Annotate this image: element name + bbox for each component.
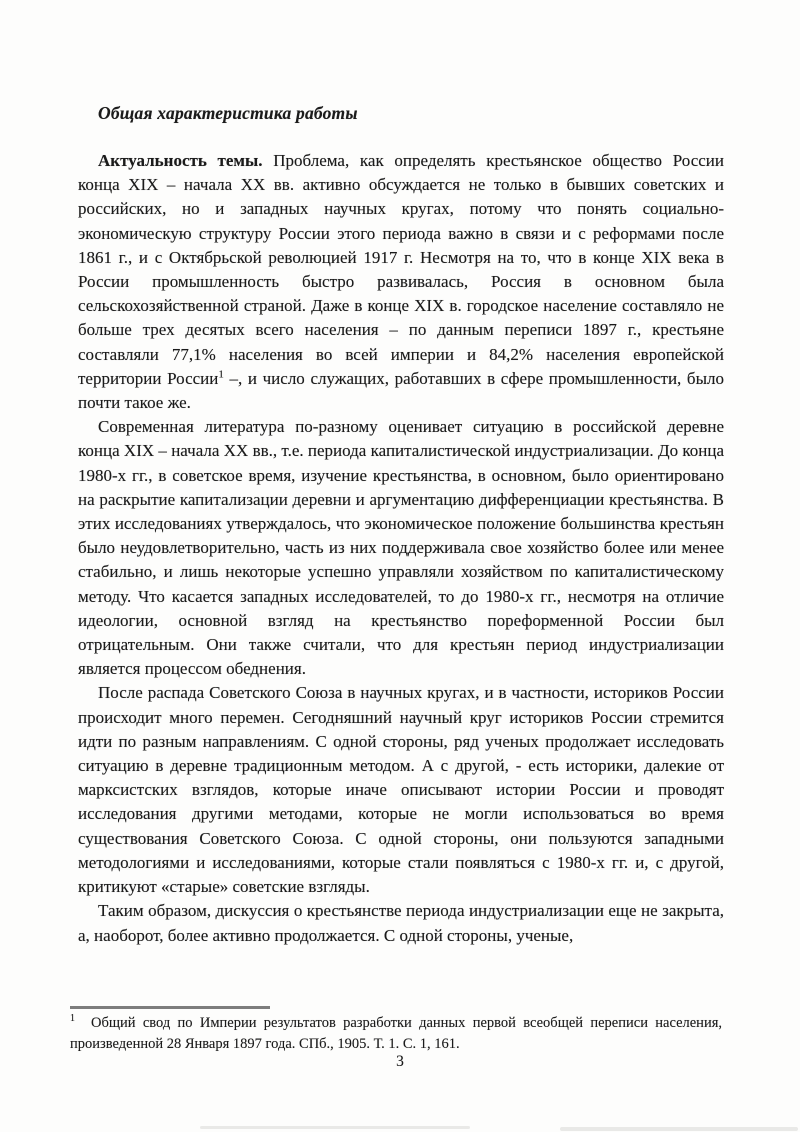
paragraph-aktualnost bbox=[78, 149, 724, 415]
page-number: 3 bbox=[396, 1053, 404, 1070]
footnote-text-block bbox=[70, 1013, 722, 1055]
footnote-number: 1 bbox=[70, 1012, 75, 1024]
scan-artifact bbox=[200, 1126, 470, 1129]
footnote-citation: Общий свод по Империи результатов разработки данных первой всеобщей переписи населения, произведенной 28 Января 1897 года. СПб., 1905. Т. 1. С. 1, 161. bbox=[70, 1014, 722, 1052]
footnote-divider-rule bbox=[70, 1006, 270, 1009]
paragraph-takim-obrazom: Таким образом, дискуссия о крестьянстве периода индустриализации еще не закрыта, а, наоборот, более активно продолжается. С одной стороны, ученые, bbox=[78, 901, 724, 945]
paragraph-text: –, и число служащих, работавших в сфере промышленности, было почти такое же. bbox=[78, 368, 724, 413]
paragraph-sovremennaya-literatura: Современная литература по-разному оценивает ситуацию в российской деревне конца XIX – начала XX вв., т.е. периода капиталистической индустриализации. До конца 1980-х гг., в советское время, изучение крестьянства, в основном, было ориентировано на раскрытие капитализации деревни и аргументацию дифференциации крестьянства. В этих исследованиях утверждалось, что экономическое положение большинства крестьян было неудовлетворительно, часть из них поддерживала свое хозяйство более или менее стабильно, и лишь некоторые успешно управляли хозяйством по капиталистическому методу. Что касается западных исследователей, то до 1980-х гг., несмотря на отличие идеологии, основной взгляд на крестьянство пореформенной России был отрицательным. Они также считали, что для крестьян период индустриализации является процессом обеднения. bbox=[78, 417, 724, 679]
footnote-ref-marker: 1 bbox=[218, 368, 224, 381]
paragraph-posle-raspada: После распада Советского Союза в научных кругах, и в частности, историков России происходит много перемен. Сегодняшний научный круг историков России стремится идти по разным направлениям. С одной стороны, ряд ученых продолжает исследовать ситуацию в деревне традиционным методом. А с другой, - есть историки, далекие от марксистских взглядов, которые иначе описывают истории России и проводят исследования другими методами, которые не могли использоваться во время существования Советского Союза. С одной стороны, они пользуются западными методологиями и исследованиями, которые стали появляться с 1980-х гг. и, с другой, критикуют «старые» советские взгляды. bbox=[78, 683, 724, 897]
section-heading: Общая характеристика работы bbox=[98, 103, 358, 123]
paragraph-lead-bold: Актуальность темы. bbox=[98, 151, 263, 170]
document-page-body bbox=[78, 101, 724, 948]
scan-artifact bbox=[560, 1127, 798, 1131]
footnote-area bbox=[70, 1006, 722, 1055]
paragraph-text: Проблема, как определять крестьянское общество России конца XIX – начала XX вв. активно обсуждается не только в бывших советских и российских, но и западных научных кругах, потому что понять социально-экономическую структуру России этого периода важно в связи и с реформами после 1861 г., и с Октябрьской революцией 1917 г. Несмотря на то, что в конце XIX века в России промышленность быстро развивалась, Россия в основном была сельскохозяйственной страной. Даже в конце XIX в. городское население составляло не больше трех десятых всего населения – по данным переписи 1897 г., крестьяне составляли 77,1% населения во всей империи и 84,2% населения европейской территории России bbox=[78, 151, 724, 388]
